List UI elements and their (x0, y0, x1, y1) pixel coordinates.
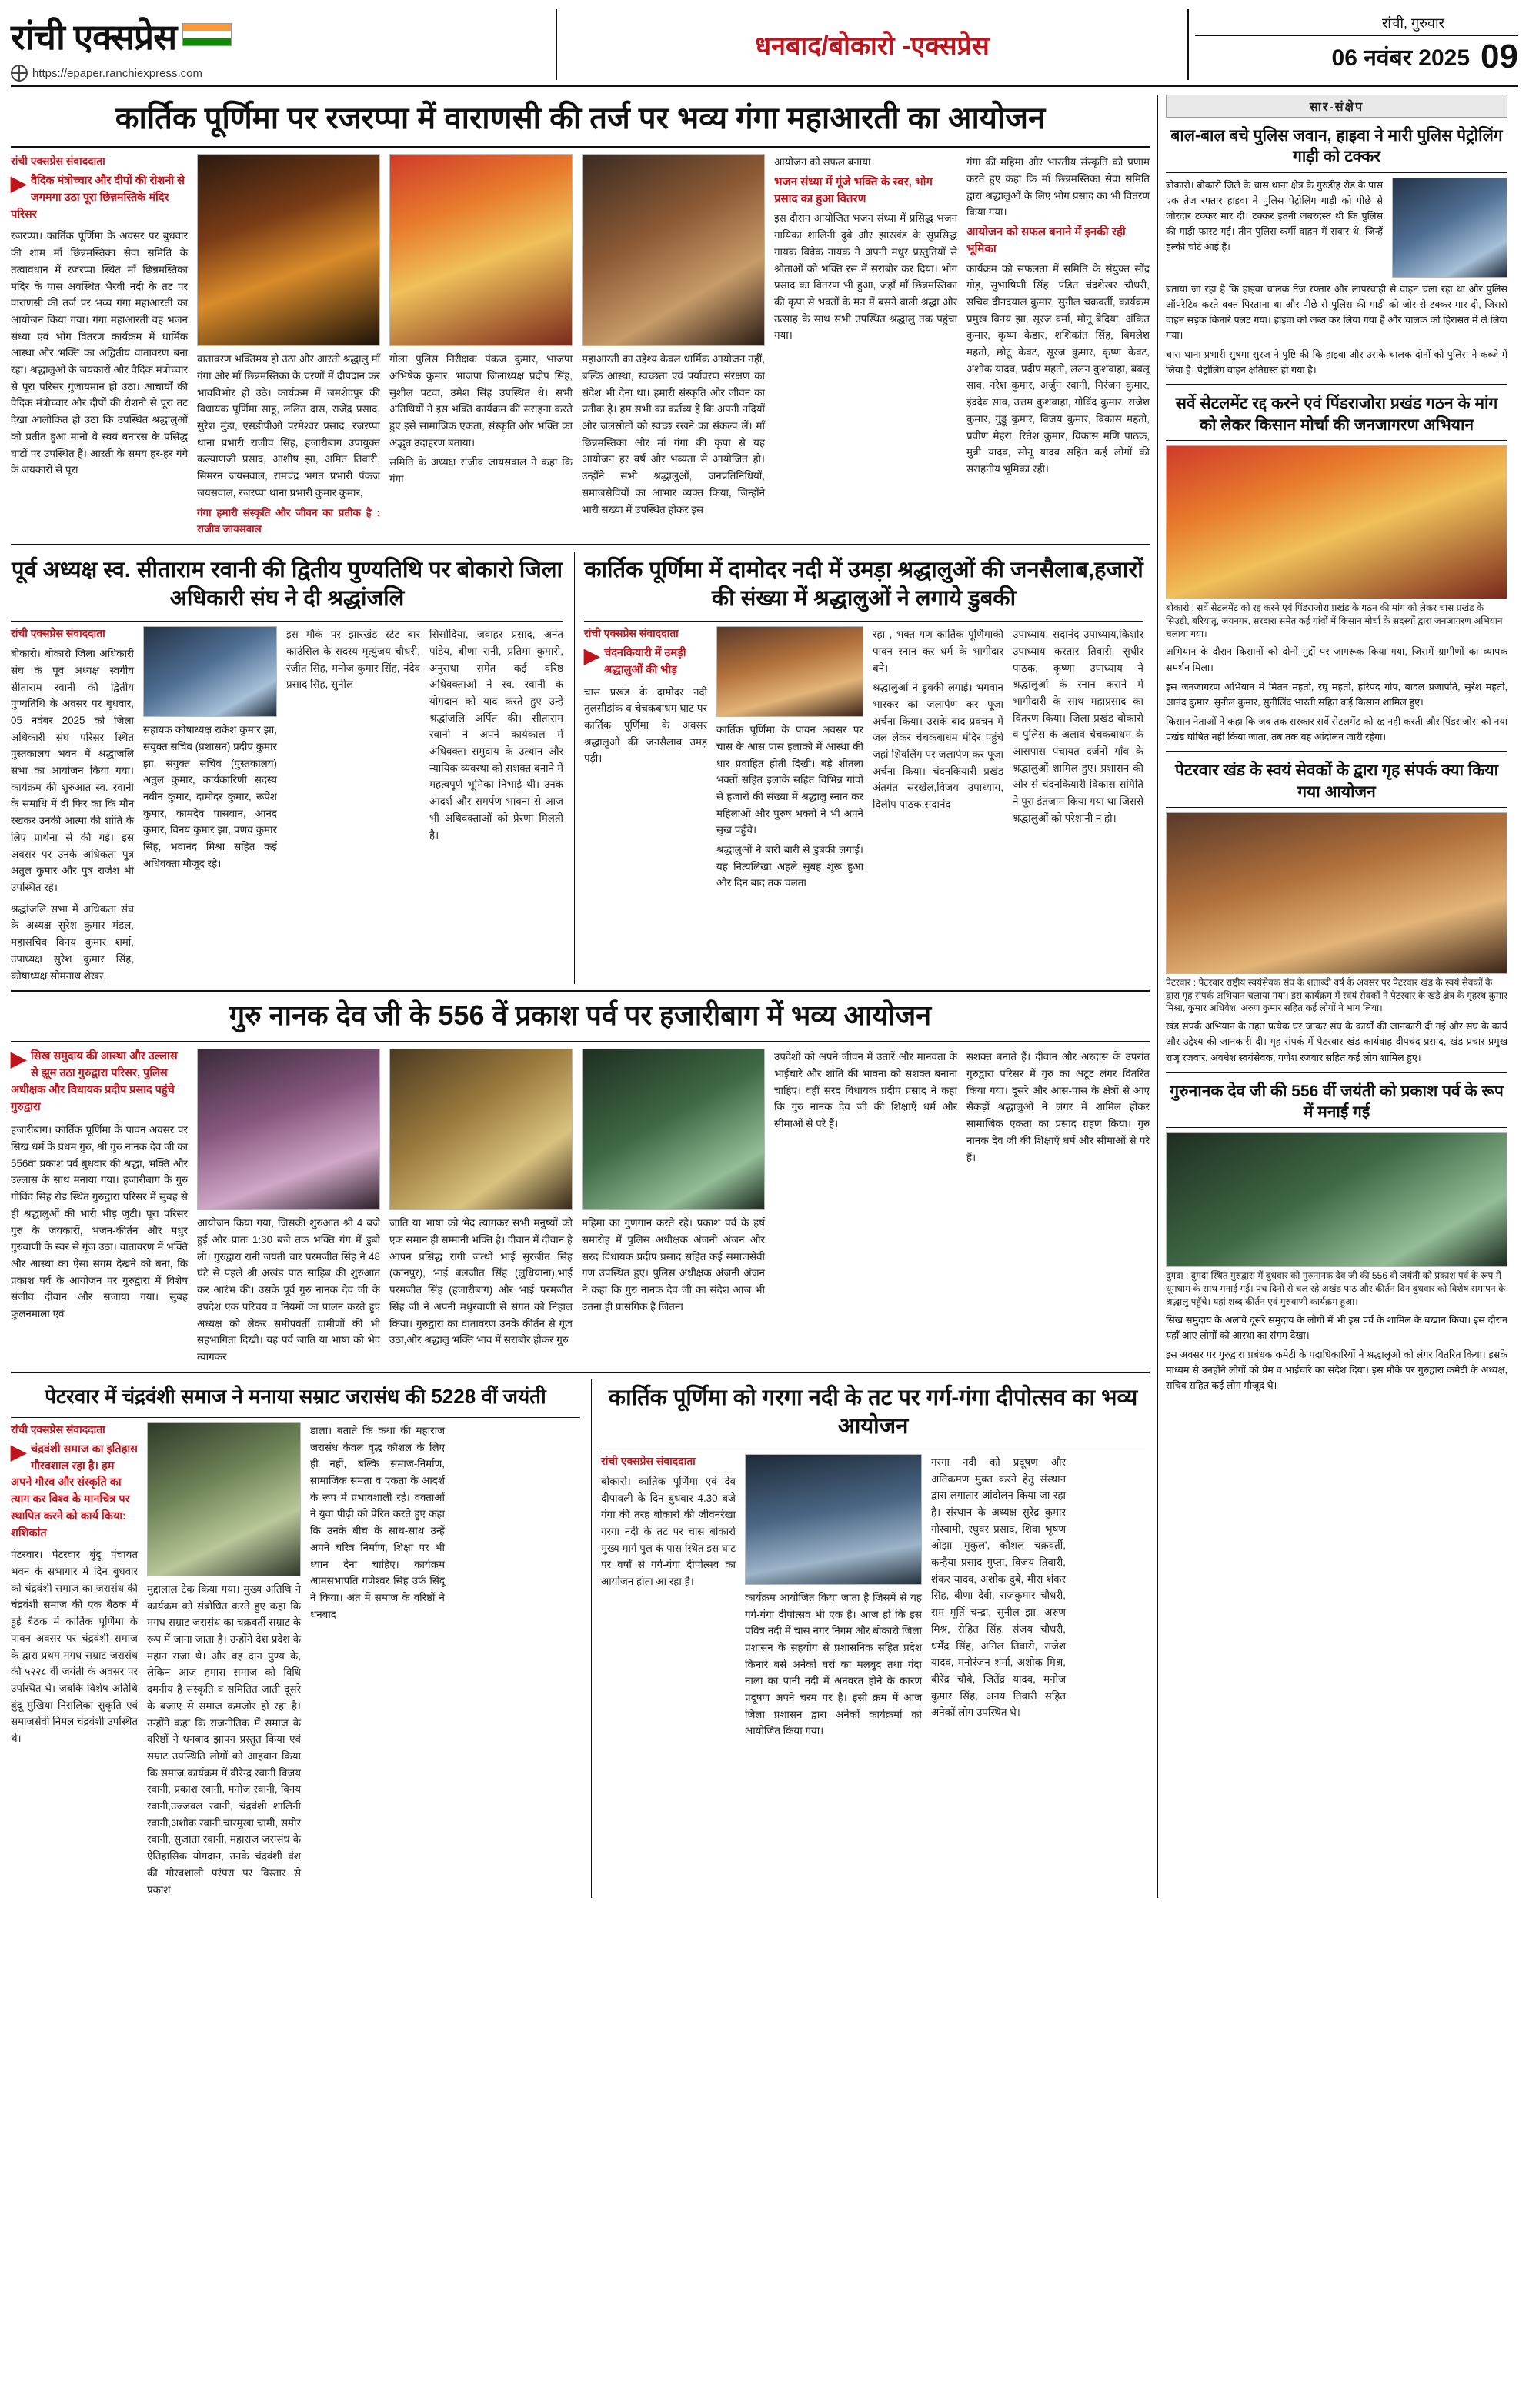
sidebar-item-1-body-1: अभियान के दौरान किसानों को दोनों मुद्दों पर जागरूक किया गया, जिसमें ग्रामीणों का व्यापक समर्थन मिला। (1166, 646, 1507, 673)
sidebar-item-2-body-1: खंड संपर्क अभियान के तहत प्रत्येक घर जाकर संघ के कार्यों की जानकारी दी गई और संघ के कार्य और उद्देश्य की जानकारी दी। गृह संपर्क में पेटरवार खंड कार्यवाह दीपचंद प्रसाद, खंड प्रचार प्रमुख राजू रजवार, अवधेश स्वयंसेवक, गणेश रजवार सहित कई लोग शामिल हुए। (1166, 1021, 1507, 1063)
sidebar-item-3-title: गुरुनानक देव जी की 556 वीं जयंती को प्रकाश पर्व के रूप में मनाई गई (1170, 1082, 1504, 1121)
story-3-photo (716, 626, 863, 717)
story-3 (574, 552, 1143, 984)
lead-body-3: गोला पुलिस निरीक्षक पंकज कुमार, भाजपा अभिषेक कुमार, भाजपा जिलाध्यक्ष प्रदीप सिंह, सुशील पटवा, उमेश सिंह उपस्थित थे। सभी अतिथियों ने इस भक्ति कार्यक्रम की सराहना करते हुए इसे सामाजिक एकता, संस्कृति और भक्ति का अद्भुत उदाहरण बताया। (389, 353, 573, 449)
sidebar-item-3-body-1: सिख समुदाय के अलावे दूसरे समुदाय के लोगों में भी इस पर्व के शामिल के बखान किया। इस दौरान यहाँ आए लोगों को आस्था का संगम देखा। (1166, 1314, 1507, 1341)
sidebar-section-label: सार-संक्षेप (1166, 95, 1507, 118)
story-2-body-1: बोकारो। बोकारो जिला अधिकारी संघ के पूर्व अध्यक्ष स्वर्गीय सीताराम रवानी की द्वितीय पुण्यतिथि के अवसर पर बुधवार, 05 नवंबर 2025 को जिला अधिकारी संघ परिसर स्थित पुस्तकालय भवन में श्रद्धांजलि सभा का आयोजन किया गया। कार्यक्रम की शुरुआत स्व. रवानी के समाधि में दी फिर का कि मौन रखकर उनकी आत्मा की शांति के लिए प्रार्थना से की गई। इस अवसर पर उनके अधिकता पुत्र अतुल कुमार और पुत्र राजेश भी उपस्थित रहे। (11, 648, 134, 893)
sidebar-item-1-title: सर्वे सेटलमेंट रद्द करने एवं पिंडराजोरा प्रखंड गठन के मांग को लेकर किसान मोर्चा की जनजागरण अभियान (1175, 395, 1498, 434)
story-4-body-3: जाति या भाषा को भेद त्यागकर सभी मनुष्यों को एक समान ही सम्मानी भक्ति है। दीवान में दीवान हे आपन प्रसिद्ध रागी जत्थों भाई सुरजीत सिंह (कानपुर), भाई बलजीत सिंह (लुधियाना),भाई परमजीत सिंह (हजारीबाग) और भाई परमजीत सिंह जी ने अपनी मधुरवाणी से संगत को निहाल किया। गुरुद्वारा का वातावरण उनके कीर्तन से गूंज उठा,और श्रद्धालु भक्ति भाव में सराबोर होकर गुरु (389, 1217, 573, 1346)
story-4-photo-1 (197, 1049, 380, 1210)
story-2-body-2: श्रद्धांजलि सभा में अधिकता संघ के अध्यक्ष सुरेश कुमार मंडल, महासचिव विनय कुमार शर्मा, उपाध्यक्ष सुरेश कुमार सिंह, कोषाध्यक्ष सोमनाथ शेखर, (11, 902, 134, 982)
story-5-headline: पेटरवार में चंद्रवंशी समाज ने मनाया सम्राट जरासंध की 5228 वीं जयंती (45, 1384, 546, 1408)
story-5-col-2 (147, 1422, 301, 1898)
story-4-body-1: हजारीबाग। कार्तिक पूर्णिमा के पावन अवसर पर सिख धर्म के प्रथम गुरु, श्री गुरु नानक देव जी का 556वां प्रकाश पर्व बुधवार की श्रद्धा, भक्ति और उल्लास के साथ मनाया गया। हजारीबाग के गुरु गोविंद सिंह रोड स्थित गुरुद्वारा परिसर में सुबह से ही श्रद्धालुओं की भारी भीड़ जुटी। पूरा परिसर गुरु के जयकारों, भजन-कीर्तन और मधुर गुरुवाणी के स्वर से गूंज उठा। वातावरण में भक्ति और आस्था का ऐसा संगम देखने को बना, कि प्रकाश पर्व के आयोजन पर गुरुद्वारा में विशेष संजीव दीवान और सजाया गया। सुबह फुलनमाला एवं (11, 1124, 188, 1320)
story-5-standfirst-text: चंद्रवंशी समाज का इतिहास गौरवशाल रहा है। हम अपने गौरव और संस्कृति का त्याग कर विश्व के मानचित्र पर स्थापित करने को कार्य किया: शशिकांत (11, 1442, 138, 1539)
sidebar-item-1 (1166, 393, 1507, 745)
story-2-body-3: सहायक कोषाध्यक्ष राकेश कुमार झा, संयुक्त सचिव (प्रशासन) प्रदीप कुमार झा, संयुक्त सचिव (पुस्तकालय) अतुल कुमार, कार्यकारिणी सदस्य नवीन कुमार, दामोदर कुमार, रूपेश कुमार, कामदेव पासवान, आनंद कुमार, विनय कुमार झा, प्रणव कुमार सिंह, भवानंद मिश्रा सहित कई अधिवक्ता मौजूद रहे। (143, 724, 277, 869)
story-6-body-2: कार्यक्रम आयोजित किया जाता है जिसमें से यह गर्ग-गंगा दीपोत्सव भी एक है। आज हो कि इस पवित्र नदी में चास नगर निगम और बोकारो जिला प्रशासन के सहयोग से प्रशासनिक सहित प्रदेश किनारे बसे अनेकों घरों का मलबुद तथा गंदा नाला का पानी नदी में अनवरत होने के कारण प्रदूषण अपने चरम पर है। इसी क्रम में आज जिला प्रशासन द्वारा अनेकों कार्यक्रमों को आयोजित किया गया। (745, 1591, 922, 1737)
lead-body-4: महाआरती का उद्देश्य केवल धार्मिक आयोजन नहीं, बल्कि आस्था, स्वच्छता एवं पर्यावरण संरक्षण का संदेश भी देना था। हमारी संस्कृति और जीवन का प्रतीक है। हम सभी का कर्तव्य है कि अपनी नदियों और जलस्रोतों को स्वच्छ रखने का संकल्प लें। माँ छिन्नमस्तिका और माँ गंगा की कृपा से यह आयोजन हर वर्ष और भव्यता से आयोजित हो। उन्होंने सभी श्रद्धालुओं, जनप्रतिनिधियों, समाजसेवियों का आभार व्यक्त किया, जिन्होंने भारी संख्या में उपस्थित होकर इस (582, 353, 765, 515)
sidebar-item-0-photo-col (1392, 178, 1507, 278)
main-content (11, 95, 1150, 1898)
lead-col-6 (966, 154, 1150, 538)
story-4 (11, 998, 1150, 1365)
page-body (11, 95, 1518, 1898)
story-4-body-6: सशक्त बनाते हैं। दीवान और अरदास के उपरांत गुरुद्वारा परिसर में गुरु का अटूट लंगर वितरित किया गया। दूसरे और आस-पास के क्षेत्रों से आए सैकड़ों श्रद्धालुओं ने लंगर में शामिल होकर सामाजिक एकता का प्रसाद ग्रहण किया। गुरु नानक देव जी की शिक्षाएँ धर्म और सीमाओं से परे हैं। (966, 1051, 1150, 1163)
sidebar-item-1-body-2: इस जनजागरण अभियान में मितन महतो, रघु महतो, हरिपद गोप, बादल प्रजापति, सुरेश महतो, आनंद कुमार, सुनील कुमार, सुनीलिंद भारती सहित कई किसान शामिल हुए। (1166, 681, 1507, 708)
lead-body-1: रजरप्पा। कार्तिक पूर्णिमा के अवसर पर बुधवार की शाम माँ छिन्नमस्तिका सेवा समिति के तत्वावधान में रजरप्पा स्थित माँ छिन्नमस्तिका मंदिर के पास अवस्थित भैरवी नदी के तट पर वाराणसी की तर्ज पर भव्य गंगा महाआरती का आयोजन किया गया। गंगा महाआरती वह भजन संध्या एवं भोग वितरण कार्यक्रम में धार्मिक आस्था और भक्ति का अद्वितीय वातावरण बना रहा। श्रद्धालुओं के जयकारों और वैदिक मंत्रोच्चार से पूरा परिसर गुंजायमान हो उठा। आचार्यों की वैदिक मंत्रोच्चार और दीपों की रौशनी से पूरा तट देखा आलोकित हो उठा कि उपस्थित श्रद्धालुओं को प्रतीत हुआ मानो वे स्वयं बनारस के प्रसिद्ध घाटों पर उपस्थित हैं। आरती के समय हर-हर गंगे के जयकारों से पूरा (11, 230, 188, 476)
story-3-col-1 (584, 626, 707, 892)
story-5-standfirst (11, 1439, 138, 1543)
story-3-body-1: चास प्रखंड के दामोदर नदी तुलसीडांक व चेचकबाधम घाट पर कार्तिक पूर्णिमा के अवसर श्रद्धालुओं की जनसैलाब उमड़ पड़ी। (584, 685, 707, 765)
story-2-byline: रांची एक्सप्रेस संवाददाता (11, 627, 105, 640)
lead-col-5 (774, 154, 957, 538)
story-5-body-1: पेटरवार। पेटरवार बुंदू पंचायत भवन के सभागार में दिन बुधवार को चंद्रवंशी समाज का जरासंध की चंद्रवंशी समाज की एक बैठक में हुई बैठक में कार्तिक पूर्णिमा के पावन अवसर पर चंद्रवंशी समाज के द्वारा प्रथम मगध सम्राट जरासंध की ५२२८ वीं जयंती के अवसर पर उपस्थित थे। जबकि विशेष अतिथि बुंदू मुखिया निरालिका सुकृति एवं समाजसेवी निर्मल चंद्रवंशी उपस्थित थे। (11, 1549, 138, 1745)
story-4-body-5: उपदेशों को अपने जीवन में उतारें और मानवता के भाईचारे और शांति की भावना को सशक्त बनाना चाहिए। वहीं सरद विधायक प्रदीप प्रसाद ने कहा कि गुरु नानक देव जी की शिक्षाएँ धर्म और सीमाओं से परे हैं। (774, 1051, 957, 1130)
story-4-col-1 (11, 1049, 188, 1365)
story-6 (591, 1379, 1145, 1899)
sidebar-item-0-photo (1392, 178, 1507, 278)
story-4-headline: गुरु नानक देव जी के 556 वें प्रकाश पर्व पर हजारीबाग में भव्य आयोजन (229, 999, 932, 1032)
sidebar-item-1-caption: बोकारो : सर्वे सेटलमेंट को रद्द करने एवं पिंडराजोरा प्रखंड के गठन की मांग को लेकर चास प्रखंड के सिउड़ी, बरियातू, जयनगर, सरदारा समेत कई गांवों में किसान मोर्चा के सदस्यों द्वारा जनजागरण अभियान चलाया गया। (1166, 602, 1503, 639)
story-4-photo-3 (582, 1049, 765, 1210)
story-5-photo (147, 1422, 301, 1576)
drop-marker-icon: ▶ (11, 172, 26, 195)
lead-photo-caption-2: समिति के अध्यक्ष राजीव जायसवाल ने कहा कि गंगा (389, 456, 573, 485)
sidebar-item-3-photo (1166, 1132, 1507, 1267)
drop-marker-icon: ▶ (11, 1047, 26, 1071)
story-3-byline: रांची एक्सप्रेस संवाददाता (584, 627, 679, 640)
story-4-col-5 (774, 1049, 957, 1365)
lead-body-7: इस दौरान आयोजित भजन संध्या में प्रसिद्ध भजन गायिका शालिनी दुबे और झारखंड के सुप्रसिद्ध गायक विवेक नायक ने अपनी मधुर प्रस्तुतियों से श्रोताओं को भक्ति रस में सराबोर कर दिया। भोग प्रसाद का वितरण भी हुआ, जहाँ माँ छिन्नमस्तिका की कृपा से भक्तों के मन में बसने वाली श्रद्धा और उत्साह के साथ सभी उपस्थित श्रद्धालु तक पहुंचा गया। (774, 212, 957, 342)
masthead-right (1195, 8, 1518, 82)
lead-body-8: गंगा की महिमा और भारतीय संस्कृति को प्रणाम करते हुए कहा कि माँ छिन्नमस्तिका सेवा समिति द्वारा श्रद्धालुओं के लिए भोग प्रसाद का भी वितरण किया गया। (966, 156, 1150, 218)
story-2-col-3 (286, 626, 420, 984)
story-2-headline: पूर्व अध्यक्ष स्व. सीताराम रवानी की द्वितीय पुण्यतिथि पर बोकारो जिला अधिकारी संघ ने दी श्रद्धांजलि (11, 557, 563, 612)
story-2-col-2 (143, 626, 277, 984)
lead-photo-2 (389, 154, 573, 346)
row-story5-story6 (11, 1379, 1150, 1899)
indian-flag-icon (182, 23, 232, 46)
story-4-body-4: महिमा का गुणगान करते रहे। प्रकाश पर्व के हर्ष समारोह में पुलिस अधीक्षक अंजनी अंजन और सरद विधायक प्रदीप प्रसाद सहित कई समाजसेवी गण उपस्थित हुए। पुलिस अधीक्षक अंजनी अंजन ने कहा कि गुरु नानक देव जी का संदेश आज भी उतना ही प्रासंगिक है जितना (582, 1217, 765, 1312)
story-3-col-3 (873, 626, 1003, 892)
story-4-col-2 (197, 1049, 380, 1365)
edition-location: रांची, गुरुवार (1381, 15, 1444, 31)
story-4-col-4 (582, 1049, 765, 1365)
story-5-col-3 (310, 1422, 445, 1898)
story-6-body-1: बोकारो। कार्तिक पूर्णिमा एवं देव दीपावली के दिन बुधवार 4.30 बजे गंगा की तरह बोकारो की जीवनरेखा गरगा नदी के तट पर चास बोकारो मुख्य मार्ग पुल के पास स्थित इस घाट पर वर्षों से गर्ग-गंगा दीपोत्सव का आयोजन होता आ रहा है। (601, 1475, 736, 1588)
sidebar-item-0-body-3: चास थाना प्रभारी सुषमा सुरज ने पुष्टि की कि हाइवा और उसके चालक दोनों को पुलिस ने कब्जे में लिया है। पेट्रोलिंग वाहन क्षतिग्रस्त हो गया है। (1166, 349, 1507, 376)
lead-photo-caption-1: गंगा हमारी संस्कृति और जीवन का प्रतीक है : राजीव जायसवाल (197, 506, 380, 535)
story-6-body-3: गरगा नदी को प्रदूषण और अतिक्रमण मुक्त करने हेतु संस्थान द्वारा लगातार आंदोलन किया जा रहा है। संस्थान के अध्यक्ष सुरेंद्र कुमार गोस्वामी, रघुवर प्रसाद, शिवा भूषण ओझा 'मुकुल', कौशल चक्रवर्ती, कन्हैया प्रसाद गुप्ता, विजय तिवारी, शंकर यादव, अशोक दुबे, मीरा शंकर सिंह, बीणा देवी, राजकुमार चौधरी, राम मूर्ति चन्द्रा, सुनील झा, अरुण मिश्र, रोहित सिंह, संजय चौधरी, धर्मेंद्र सिंह, अनिल तिवारी, राजेश यादव, मनोरंजन शर्मा, अशोक मिश्र, बीरेंद्र चौबे, जितेंद्र यादव, मनोज कुमार सिंह, अनय तिवारी सहित अनेकों लोग उपस्थित थे। (931, 1456, 1066, 1719)
sidebar-item-2-photo (1166, 812, 1507, 974)
story-3-standfirst-text: चंदनकियारी में उमड़ी श्रद्धालुओं की भीड़ (604, 647, 686, 676)
sidebar-item-3-caption: दुगदा : दुगदा स्थित गुरुद्वारा में बुधवार को गुरुनानक देव जी की 556 वीं जयंती को प्रकाश पर्व के रूप में धूमधाम के साथ मनाई गई। पंच दिनों से चल रहे अखंड पाठ और कीर्तन दिन बुधवार को विशेष समापन के श्रद्धालु पहुँचे। यहां शब्द कीर्तन एवं गुरुवाणी कार्यक्रम हुआ। (1166, 1270, 1506, 1307)
story-3-body-2: कार्तिक पूर्णिमा के पावन अवसर पर चास के आस पास इलाको में आस्था की धार प्रवाहित होती दिखी। बड़े शीतला भक्तों सहित इलाके सहित विभिन्न गांवों से हजारों की संख्या में श्रद्धालु स्नान कर महिलाओं और पुरुष भक्तों ने भी अपने सुख पहुँचे। (716, 724, 863, 836)
sidebar-item-3 (1166, 1081, 1507, 1394)
logo-row (11, 12, 549, 60)
story-3-body-3: श्रद्धालुओं ने बारी बारी से डुबकी लगाई। यह नित्यलिखा अहले सुबह शुरू हुआ और दिन बाद तक चलता (716, 844, 863, 889)
edition-title: धनबाद/बोकारो -एक्सप्रेस (755, 32, 990, 61)
lead-col-3 (389, 154, 573, 538)
story-3-body-4: रहा , भक्त गण कार्तिक पूर्णिमाकी पावन स्नान कर धर्म के भागीदार बने। (873, 629, 1003, 674)
story-5-body-2: मुद्दालाल टेक किया गया। मुख्य अतिथि ने कार्यक्रम को संबोधित करते हुए कहा कि मगध सम्राट जरासंध का चक्रवर्ती सम्राट के रूप में जाना जाता है। उन्होंने देश प्रदेश के महान राजा थे। और वह दान पुण्य के, लेकिन आज हमारा समाज को विधि दमनीय है संस्कृति व समितित जाती दूसरे के बजाए से समाज कमजोर हो रहा है। उन्होंने कहा कि राजनीतिक में समाज के वरिष्ठों ने धनबाद झापन प्रस्तुत किया एवं सम्राट उपस्थिति लोगों को आहवान किया कि समाज कार्यक्रम में वीरेन्द्र रवानी विजय रवानी, प्रकाश रवानी, मनोज रवानी, विनय रवानी,उज्जवल रवानी, चंद्रवंशी शालिनी रवानी,अशोक रवानी,चारमुखा चामी, समीर रवानी, सुजाता रवानी, महाराज जरासंध के ऐतिहासिक योगदान, उनके चंद्रवंशी वंश की गौरवशाली परंपरा पर विस्तार से प्रकाश (147, 1583, 301, 1896)
story-2 (11, 552, 563, 984)
edition-date: 06 नवंबर 2025 (1331, 45, 1471, 71)
story-3-headline: कार्तिक पूर्णिमा में दामोदर नदी में उमड़ा श्रद्धालुओं की जनसैलाब,हजारों की संख्या में श्रद्धालुओं ने लगाये डुबकी (584, 557, 1143, 612)
story-5 (11, 1379, 580, 1899)
lead-standfirst (11, 173, 188, 223)
story-3-body-5: श्रद्धालुओं ने डुबकी लगाई। भगवान भास्कर को जलार्पण कर पूजा अर्चना किया। उसके बाद प्रवचन में जल लेकर चेचकबाधम मंदिर पहुंचे जहां शिवलिंग पर जलार्पण कर पूजा अर्चना किया। चंदनकियारी प्रखंड अंतर्गत सरखेल,विजय उपाध्याय, दिलीप पाठक,सदानंद (873, 682, 1003, 811)
lead-col-1 (11, 154, 188, 538)
masthead-left (11, 8, 549, 82)
story-6-col-3 (931, 1454, 1066, 1739)
story-3-col-4 (1013, 626, 1143, 892)
story-6-photo (745, 1454, 922, 1585)
drop-marker-icon: ▶ (11, 1439, 26, 1463)
drop-marker-icon: ▶ (584, 644, 599, 668)
sidebar-item-1-body-3: किसान नेताओं ने कहा कि जब तक सरकार सर्वे सेटलमेंट को रद्द नहीं करती और पिंडराजोरा को नया प्रखंड घोषित नहीं किया जाता, तब तक यह आंदोलन जारी रहेगा। (1166, 715, 1507, 743)
sidebar-item-2-title: पेटरवार खंड के स्वयं सेवकों के द्वारा गृह संपर्क क्या किया गया आयोजन (1174, 762, 1499, 801)
sidebar-item-2-caption: पेटरवार : पेटरवार राष्ट्रीय स्वयंसेवक संघ के शताब्दी वर्ष के अवसर पर पेटरवार खंड के स्वयं सेवकों के द्वारा गृह संपर्क अभियान चलाया गया। इस कार्यक्रम में स्वयं सेवकों ने पेटरवार के खंडे क्षेत्र के गृहस्थ कुमार मिश्रा, कुमार अधिवेश, अरुण कुमार सहित कई लोगों ने भाग लिया। (1166, 976, 1507, 1014)
sidebar-item-1-photo (1166, 445, 1507, 599)
story-2-col-4 (429, 626, 563, 984)
lead-story-headline: कार्तिक पूर्णिमा पर रजरप्पा में वाराणसी की तर्ज पर भव्य गंगा महाआरती का आयोजन (115, 102, 1046, 135)
date-page-bar (1195, 35, 1518, 76)
lead-body-2: वातावरण भक्तिमय हो उठा और आरती श्रद्धालु माँ गंगा और माँ छिन्नमस्तिका के चरणों में दीपदान कर भावविभोर हो उठे। कार्यक्रम में जमशेदपुर की विधायक पूर्णिमा साहू, ललित दास, राजेंद्र प्रसाद, सुरेश मुंडा, एसडीपीओ परमेश्वर प्रसाद, रजरप्पा थाना प्रभारी राजीव सिंह, हजारीबाग उपायुक्त कल्याणजी प्रसाद, आशीष झा, अमित तिवारी, सिमरन जयसवाल, रामचंद्र भगत प्रभारी पंकज जयसवाल, रजरप्पा थाना प्रभारी कुमार कुमार, (197, 353, 380, 499)
lead-standfirst-text: वैदिक मंत्रोच्चार और दीपों की रोशनी से जगमगा उठा पूरा छिन्नमस्तिके मंदिर परिसर (11, 175, 185, 221)
lead-story (11, 99, 1150, 538)
lead-byline: रांची एक्सप्रेस संवाददाता (11, 155, 105, 168)
story-4-col-6 (966, 1049, 1150, 1365)
story-6-col-1 (601, 1454, 736, 1739)
story-3-col-2 (716, 626, 863, 892)
story-2-body-4: इस मौके पर झारखंड स्टेट बार काउंसिल के सदस्य मृत्युंजय चौधरी, रंजीत सिंह, मनोज कुमार सिंह, नंदेव प्रसाद सिंह, सुनील (286, 629, 420, 691)
story-6-headline: कार्तिक पूर्णिमा को गरगा नदी के तट पर गर्ग-गंगा दीपोत्सव का भव्य आयोजन (608, 1385, 1138, 1439)
sidebar-item-0 (1166, 125, 1507, 378)
lead-photo-1 (197, 154, 380, 346)
lead-col-2 (197, 154, 380, 538)
globe-icon (11, 65, 28, 82)
story-6-col-2 (745, 1454, 922, 1739)
story-4-body-2: आयोजन किया गया, जिसकी शुरुआत श्री 4 बजे हुई और प्रातः 1:30 बजे तक भक्ति गंग में डुबो ली। गुरुद्वारा रानी जयंती चार परमजीत सिंह ने 48 घंटे से पहले श्री अखंड पाठ साहिब की शुरुआत कर आरंभ की। उसके पूर्व गुरु नानक देव जी के उपदेश एक परिचय व नियमों का पालन करते हुए अध्यक्ष को लेकर समीपवर्ती ग्रामीणों की भी सहभागिता दिखी। यह पर्व जाति या भाषा को भेद त्यागकर (197, 1217, 380, 1362)
row-story2-story3 (11, 552, 1150, 984)
lead-photo-3 (582, 154, 765, 346)
lead-col-4 (582, 154, 765, 538)
sidebar-item-3-body-2: इस अवसर पर गुरुद्वारा प्रबंधक कमेटी के पदाधिकारियों ने श्रद्धालुओं को लंगर वितरित किया। इसके माध्यम से उनहोंने लोगों को प्रेम व भाईचारे का संदेश दिया। इस मौके पर गुरुद्वारा कमेटी के अध्यक्ष, सचिव सहित कई लोग मौजूद थे। (1166, 1349, 1507, 1392)
edition-banner (556, 9, 1189, 80)
story-4-standfirst-text: सिख समुदाय की आस्था और उल्लास से झूम उठा गुरुद्वारा परिसर, पुलिस अधीक्षक और विधायक प्रदीप प्रसाद पहुंचे गुरुद्वारा (11, 1050, 178, 1113)
website-url-row[interactable] (11, 65, 549, 82)
story-5-col-1 (11, 1422, 138, 1898)
story-5-byline: रांची एक्सप्रेस संवाददाता (11, 1422, 105, 1436)
lead-subhead-2: आयोजन को सफल बनाने में इनकी रही भूमिका (966, 225, 1126, 255)
page-number: 09 (1481, 37, 1518, 75)
lead-subhead-1: भजन संध्या में गूंजे भक्ति के स्वर, भोग प्रसाद का हुआ वितरण (774, 175, 933, 205)
story-3-standfirst (584, 645, 707, 679)
sidebar-item-2 (1166, 760, 1507, 1065)
story-2-photo (143, 626, 277, 717)
sidebar-item-0-body-1: बोकारो। बोकारो जिले के चास थाना क्षेत्र के गुरुडीह रोड के पास एक तेज रफ्तार हाइवा ने पुलिस पेट्रोलिंग गाड़ी को पीछे से जोरदार टक्कर मार दी। टक्कर इतनी जबरदस्त थी कि पुलिस की गाड़ी फ़ास्ट गई। तीन पुलिस कर्मी वाहन में सवार थे, जिन्हें हल्की चोटें आई हैं। (1166, 179, 1383, 253)
story-4-col-3 (389, 1049, 573, 1365)
lead-body-9: कार्यक्रम को सफलता में समिति के संयुक्त सोंद्र गोड़, सुभाषिणी सिंह, पंडित चंद्रशेखर चौधरी, सचिव दीनदयाल कुमार, सुनील चक्रवर्ती, कार्यक्रम प्रमुख विनय झा, सूरज वर्मा, मोनू बेदिया, अंकित कुमार, कृष्ण केडार, शशिकांत सिंह, बिमलेश महतो, छोटू केवट, सूरज कुमार, कृष्ण केवट, अशोक यादव, प्रदीप महतो, ललन कुशवाहा, बबलू साव, नरेश कुमार, अर्जुन रवानी, निरंजन कुमार, इंद्रदेव साव, उत्तम कुशवाहा, गोविंद कुमार, राजेश कुमार, गुड्डू कुमार, विजय कुमार, विकास महतो, प्रवीण मेहरा, रितेश कुमार, विकास मणि पाठक, मुन्नी यादव, सोनू यादव सहित कई लोगों की सराहनीय भूमिका रही। (966, 262, 1150, 475)
story-4-standfirst (11, 1049, 188, 1116)
story-2-body-5: सिसोदिया, जवाहर प्रसाद, अनंत पांडेय, बीणा रानी, प्रतिमा कुमारी, अनुराधा समेत कई वरिष्ठ अधिवक्ताओं ने स्व. रवानी के योगदान को याद करते हुए उन्हें श्रद्धांजलि अर्पित की। सीताराम रवानी ने अपने कार्यकाल में अधिवक्ता समुदाय के उत्थान और न्यायिक व्यवस्था को सशक्त बनाने में महत्वपूर्ण भूमिका निभाई थी। उनके आदर्श और समर्पण भावना से आज भी अधिवक्ताओं को प्रेरणा मिलती है। (429, 629, 563, 841)
masthead (11, 8, 1518, 87)
lead-body-5: आयोजन को सफल बनाया। (774, 156, 875, 168)
website-url[interactable]: https://epaper.ranchiexpress.com (32, 66, 202, 80)
sidebar-item-0-text (1166, 178, 1383, 278)
sidebar-item-0-title: बाल-बाल बचे पुलिस जवान, हाइवा ने मारी पुलिस पेट्रोलिंग गाड़ी को टक्कर (1170, 127, 1503, 166)
story-5-body-3: डाला। बताते कि कथा की महाराज जरासंध केवल वृद्ध कौशल के लिए ही नहीं, बल्कि समाज-निर्माण, सामाजिक समता व एकता के आदर्श के रूप में प्रभावशाली रहे। वक्ताओं ने युवा पीढ़ी को प्रेरित करते हुए कहा कि उनके बीच के साथ-साथ उन्हें अपने चरित्र निर्माण, शिक्षा पर भी ध्यान देना चाहिए। कार्यक्रम आमसभापति गणेश्वर सिंह उर्फ सिंदू ने किया। अंत में समाज के वरिष्ठों ने धनबाद (310, 1424, 445, 1620)
story-6-byline: रांची एक्सप्रेस संवाददाता (601, 1454, 696, 1467)
story-3-body-6: उपाध्याय, सदानंद उपाध्याय,किशोर उपाध्याय करतार तिवारी, सुधीर पाठक, कृष्णा उपाध्याय ने श्रद्धालुओं के स्नान कराने में भागीदारी के साथ महाप्रसाद का वितरण किया। जिला प्रखंड बोकारो व पुलिस के अलावे चेचकबाधम के आसपास पंचायत दर्जनों गाँव के श्रद्धालुओं शामिल हुए। प्रशासन की ओर से चंदनकियारी विकास समिति ने पूरा इंतजाम किया गया था जिससे श्रद्धालुओं को परेशानी न हो। (1013, 629, 1143, 824)
story-4-photo-2 (389, 1049, 573, 1210)
sidebar-saar-sankshep (1157, 95, 1507, 1898)
sidebar-item-0-body-2: बताया जा रहा है कि हाइवा चालक तेज रफ्तार और लापरवाही से वाहन चला रहा था और पुलिस ऑपरेटिव करते वक्त पिस्ताना था और पीछे से पुलिस की गाड़ी को जोर से टक्कर मार दी, जिससे वाहन सड़क किनारे पलट गया। हाइवा को जब्त कर लिया गया है और चालक को हिरासत में ले लिया गया। (1166, 283, 1507, 342)
story-2-col-1 (11, 626, 134, 984)
publication-logo[interactable]: रांची एक्सप्रेस (11, 17, 177, 57)
